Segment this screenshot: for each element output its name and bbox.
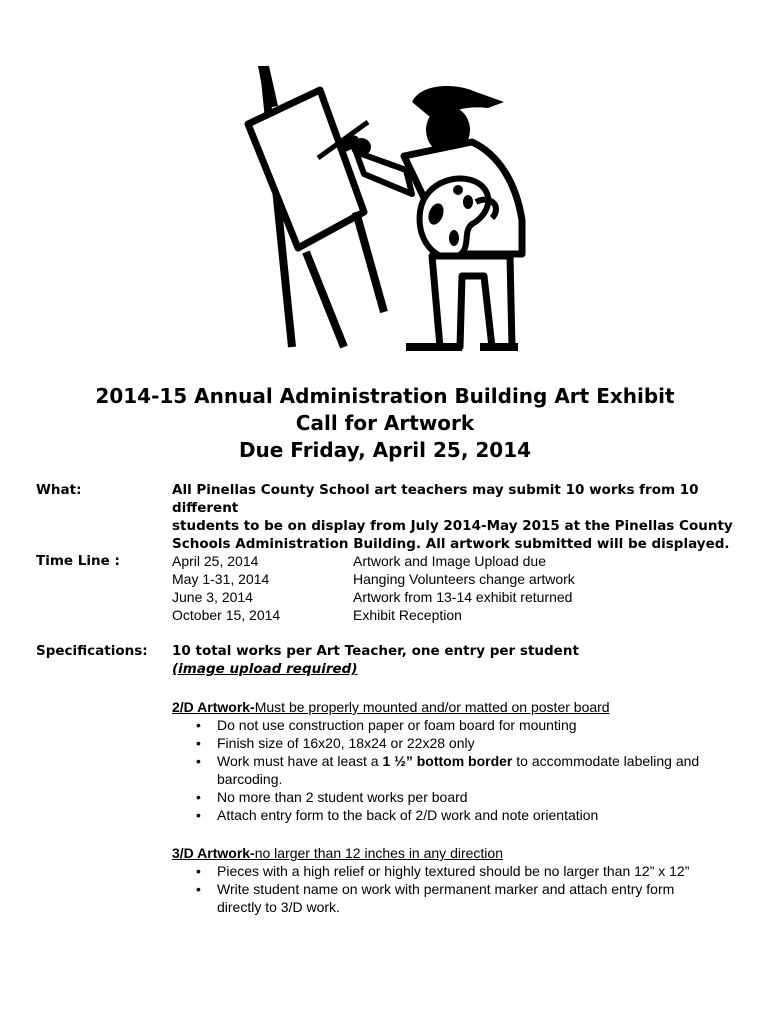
twod-heading-bold: 2/D Artwork-	[172, 699, 255, 715]
bullet-text: Attach entry form to the back of 2/D work and note orientation	[217, 807, 599, 823]
timeline-row	[172, 606, 742, 624]
bullet-icon: •	[196, 807, 201, 823]
timeline-date: October 15, 2014	[172, 607, 281, 623]
bullet-icon: •	[196, 735, 201, 751]
what-line: All Pinellas County School art teachers may submit 10 works from 10 different	[172, 482, 699, 516]
list-item	[172, 806, 742, 824]
title-line-2: Call for Artwork	[295, 411, 475, 435]
bullet-text: Do not use construction paper or foam board for mounting	[217, 717, 577, 733]
bullet-text-continued: barcoding.	[217, 771, 283, 787]
list-item	[172, 862, 742, 880]
bullet-icon: •	[196, 863, 201, 879]
timeline-date: April 25, 2014	[172, 553, 259, 569]
list-item	[172, 716, 742, 734]
list-item	[172, 734, 742, 752]
threed-heading	[172, 844, 742, 862]
timeline-row	[172, 588, 742, 606]
timeline-row	[172, 570, 742, 588]
timeline-event: Artwork and Image Upload due	[353, 553, 546, 569]
threed-heading-rest: no larger than 12 inches in any direction	[254, 845, 503, 861]
list-item	[172, 880, 742, 916]
document-title	[0, 383, 770, 464]
bullet-icon: •	[196, 753, 201, 769]
bullet-text-bold: 1 ½” bottom border	[382, 753, 513, 769]
bullet-text: Pieces with a high relief or highly textured should be no larger than 12” x 12”	[217, 863, 690, 879]
threed-heading-bold: 3/D Artwork-	[172, 845, 255, 861]
what-line: students to be on display from July 2014-May 2015 at the Pinellas County	[172, 518, 733, 534]
timeline-row	[172, 552, 742, 570]
timeline-event: Exhibit Reception	[353, 607, 462, 623]
what-label: What:	[36, 482, 82, 498]
bullet-text-post: to accommodate labeling and	[512, 753, 700, 769]
bullet-text: Finish size of 16x20, 18x24 or 22x28 only	[217, 735, 475, 751]
bullet-icon: •	[196, 789, 201, 805]
twod-bullet-list	[172, 716, 742, 824]
spec-entries-line: 10 total works per Art Teacher, one entry per student	[172, 643, 579, 659]
timeline-table	[172, 552, 742, 624]
twod-heading-rest: Must be properly mounted and/or matted on poster board	[254, 699, 610, 715]
bullet-text: Write student name on work with permanent marker and attach entry form	[217, 881, 675, 897]
title-line-3: Due Friday, April 25, 2014	[238, 438, 532, 462]
title-line-1: 2014-15 Annual Administration Building Art Exhibit	[95, 384, 675, 408]
threed-bullet-list	[172, 862, 742, 916]
list-item	[172, 788, 742, 806]
what-description	[172, 481, 742, 553]
bullet-icon: •	[196, 881, 201, 897]
bullet-text-continued: directly to 3/D work.	[217, 899, 340, 915]
timeline-date: May 1-31, 2014	[172, 571, 270, 587]
timeline-event: Artwork from 13-14 exhibit returned	[353, 589, 573, 605]
bullet-text: No more than 2 student works per board	[217, 789, 468, 805]
timeline-event: Hanging Volunteers change artwork	[353, 571, 575, 587]
bullet-icon: •	[196, 717, 201, 733]
timeline-label: Time Line :	[36, 553, 120, 569]
painter-easel-clipart	[236, 62, 536, 352]
what-line: Schools Administration Building. All artwork submitted will be displayed.	[172, 536, 730, 552]
spec-upload-note: (image upload required)	[172, 661, 358, 677]
twod-heading	[172, 698, 742, 716]
specifications-content	[172, 642, 742, 916]
bullet-text-pre: Work must have at least a	[217, 753, 383, 769]
specifications-label: Specifications:	[36, 643, 148, 659]
timeline-date: June 3, 2014	[172, 589, 253, 605]
list-item	[172, 752, 742, 788]
